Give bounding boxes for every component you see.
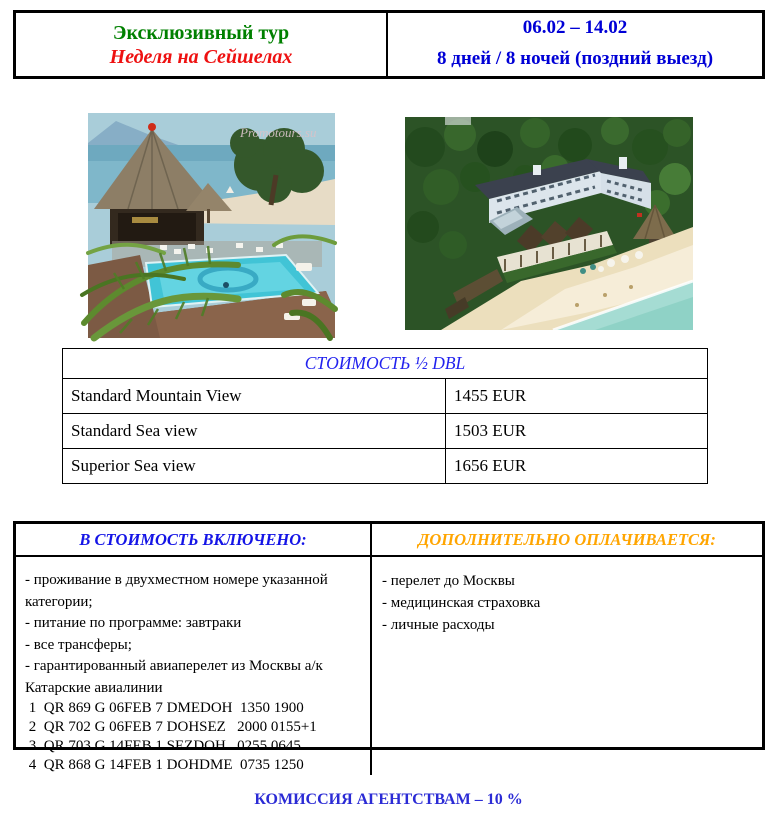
flight-segment: 4 QR 868 G 14FEB 1 DOHDME 0735 1250: [25, 757, 304, 773]
paid-extra-list: [372, 557, 762, 775]
pool-photo-illustration: [88, 113, 335, 338]
tour-duration: 8 дней / 8 ночей (поздний выезд): [436, 48, 714, 69]
room-price: 1656 EUR: [446, 449, 708, 484]
tour-dates: 06.02 – 14.02: [522, 17, 628, 38]
room-category: Standard Mountain View: [63, 379, 446, 414]
flight-segment: 2 QR 702 G 06FEB 7 DOHSEZ 2000 0155+1: [25, 719, 317, 735]
list-item: - личные расходы: [382, 617, 495, 633]
details-table: [13, 521, 765, 773]
flight-segment: 1 QR 869 G 06FEB 7 DMEDOH 1350 1900: [25, 700, 304, 716]
included-list: [16, 557, 372, 775]
room-price: 1503 EUR: [446, 414, 708, 449]
included-header: В СТОИМОСТЬ ВКЛЮЧЕНО:: [16, 524, 372, 557]
list-item: - все трансферы;: [25, 636, 132, 653]
commission-note: КОМИССИЯ АГЕНТСТВАМ – 10 %: [254, 791, 523, 808]
tour-name-title: Неделя на Сейшелах: [109, 45, 293, 68]
header-table: [13, 10, 765, 79]
list-item: - питание по программе: завтраки: [25, 615, 242, 631]
flight-segment: 3 QR 703 G 14FEB 1 SEZDOH 0255 0645: [25, 738, 301, 754]
list-item: - проживание в двухместном номере указанной категории;: [25, 572, 328, 610]
pool-photo: [88, 113, 335, 338]
price-table-title: СТОИМОСТЬ ½ DBL: [63, 349, 708, 379]
header-tour-cell: [16, 13, 388, 76]
room-category: Superior Sea view: [63, 449, 446, 484]
table-row: [63, 449, 708, 484]
resort-photo-illustration: [405, 117, 693, 330]
list-item: - гарантированный авиаперелет из Москвы а/к Катарские авиалинии: [25, 658, 323, 696]
list-item: - медицинская страховка: [382, 595, 541, 611]
paid-extra-header: ДОПОЛНИТЕЛЬНО ОПЛАЧИВАЕТСЯ:: [372, 524, 762, 557]
table-row: [63, 414, 708, 449]
header-dates-cell: [388, 13, 762, 76]
photo-watermark: Promotours.su: [240, 125, 317, 140]
room-category: Standard Sea view: [63, 414, 446, 449]
tour-type-title: Эксклюзивный тур: [112, 21, 290, 44]
table-row: [63, 379, 708, 414]
price-table-header-row: [63, 349, 708, 379]
price-table: [62, 348, 708, 484]
list-item: - перелет до Москвы: [382, 573, 515, 589]
resort-aerial-photo: [405, 117, 693, 330]
room-price: 1455 EUR: [446, 379, 708, 414]
